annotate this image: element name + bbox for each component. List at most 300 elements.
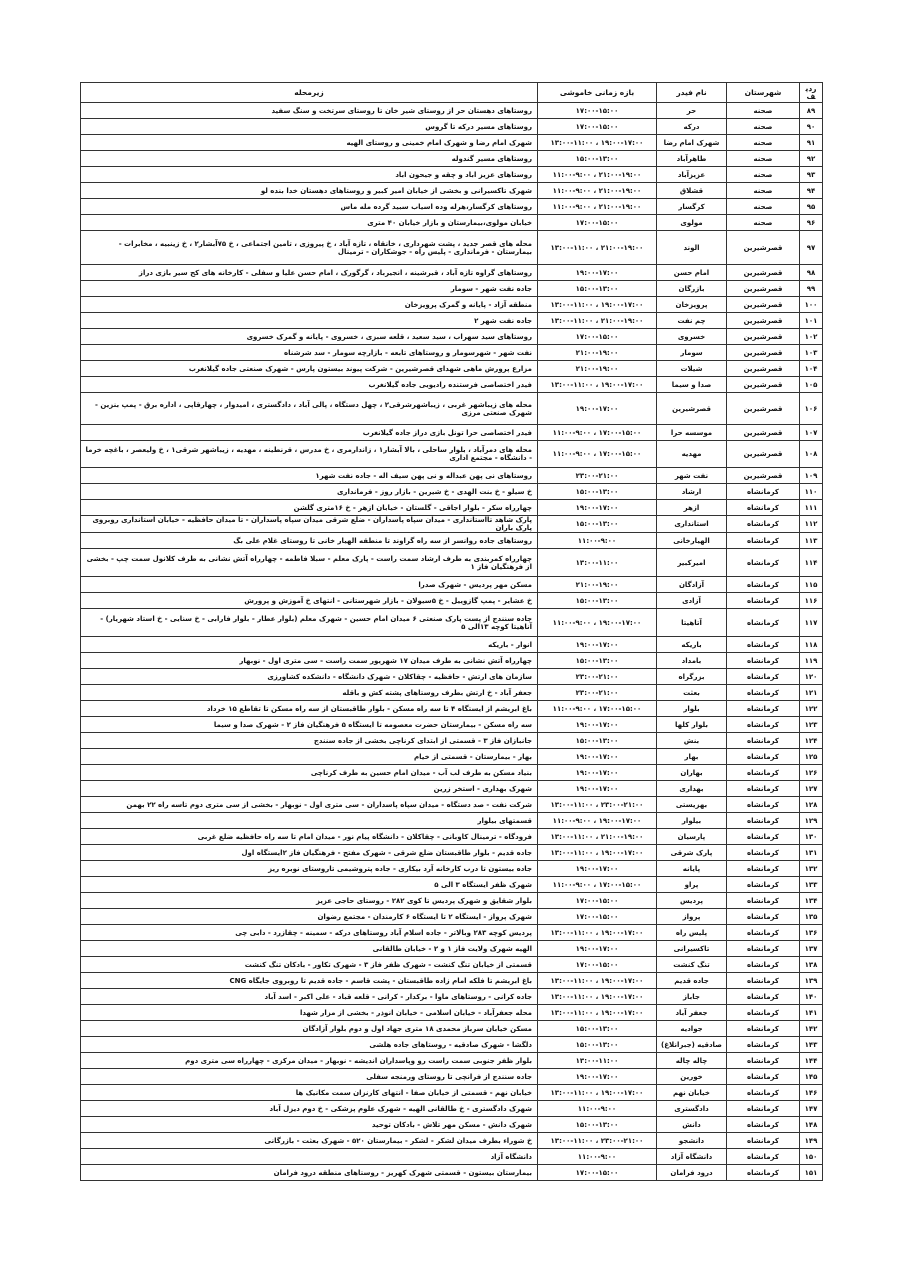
table-row [81, 1133, 823, 1149]
cell-time: ۱۷:۰۰-۱۵:۰۰ [538, 103, 657, 119]
cell-time: ۱۹:۰۰-۱۷:۰۰ ، ۱۱:۰۰-۹:۰۰ [538, 609, 657, 637]
cell-index: ۱۴۳ [800, 1037, 823, 1053]
cell-city: کرمانشاه [727, 717, 800, 733]
cell-feeder: قصرشیرین [657, 393, 727, 425]
table-row [81, 441, 823, 468]
table-row [81, 1117, 823, 1133]
table-row [81, 637, 823, 653]
cell-index: ۱۵۱ [800, 1165, 823, 1181]
cell-time: ۱۵:۰۰-۱۳:۰۰ [538, 1117, 657, 1133]
cell-area: خیابان مولوی،بیمارستان و بازار خیابان ۴۰ متری [81, 215, 538, 231]
cell-area: شهرک دانش - مسکن مهر تلاش - بادکان توحید [81, 1117, 538, 1133]
cell-area: شهرک بهداری - استخر زرین [81, 781, 538, 797]
cell-time: ۱۷:۰۰-۱۵:۰۰ ، ۱۱:۰۰-۹:۰۰ [538, 877, 657, 893]
cell-city: قصرشیرین [727, 425, 800, 441]
table-row [81, 1069, 823, 1085]
cell-area: مسکن خیابان سرباز محمدی ۱۸ متری جهاد اول و دوم بلوار آزادگان [81, 1021, 538, 1037]
cell-time: ۱۹:۰۰-۱۷:۰۰ [538, 781, 657, 797]
cell-index: ۱۱۱ [800, 500, 823, 516]
cell-time: ۲۳:۰۰-۲۱:۰۰ [538, 669, 657, 685]
cell-city: صحنه [727, 135, 800, 151]
cell-time: ۲۱:۰۰-۱۹:۰۰ ، ۱۱:۰۰-۹:۰۰ [538, 199, 657, 215]
cell-index: ۱۲۸ [800, 797, 823, 813]
cell-city: صحنه [727, 183, 800, 199]
cell-area: روستاهای سید سهراب ، سید سعید ، قلعه سبزی ، خسروی - پایانه و گمرک خسروی [81, 329, 538, 345]
table-row [81, 1005, 823, 1021]
cell-area: سازمان های ارتش - حافظیه - چقاکلان - شهرک دانشگاه - دانشکده کشاورزی [81, 669, 538, 685]
cell-time: ۱۹:۰۰-۱۷:۰۰ ، ۱۳:۰۰-۱۱:۰۰ [538, 297, 657, 313]
cell-index: ۱۰۷ [800, 425, 823, 441]
cell-index: ۱۴۲ [800, 1021, 823, 1037]
cell-index: ۱۰۸ [800, 441, 823, 468]
table-row [81, 135, 823, 151]
cell-feeder: دانشجو [657, 1133, 727, 1149]
cell-time: ۱۷:۰۰-۱۵:۰۰ [538, 119, 657, 135]
cell-city: کرمانشاه [727, 669, 800, 685]
table-row [81, 265, 823, 281]
cell-area: چهارراه آتش نشانی به طرف میدان ۱۷ شهریور سمت راست - سی متری اول - نوبهار [81, 653, 538, 669]
cell-area: بیمارستان بیستون - قسمتی شهرک کهریز - روستاهای منطقه درود فرامان [81, 1165, 538, 1181]
cell-city: کرمانشاه [727, 925, 800, 941]
cell-city: کرمانشاه [727, 781, 800, 797]
cell-index: ۱۲۶ [800, 765, 823, 781]
cell-index: ۱۰۲ [800, 329, 823, 345]
cell-feeder: پایانه [657, 861, 727, 877]
cell-time: ۱۷:۰۰-۱۵:۰۰ [538, 909, 657, 925]
table-row [81, 733, 823, 749]
cell-time: ۱۵:۰۰-۱۳:۰۰ [538, 1021, 657, 1037]
cell-city: قصرشیرین [727, 231, 800, 265]
cell-area: محله های قصر جدید ، پشت شهرداری ، خانقاه ، تازه آباد ، خ پیروزی ، تامین اجتماعی ، خ ۷۵آبشار۲ ، خ زینبیه ، مخابرات - بیمارستان - فرمانداری - پلیس راه - جوشکاران - ترمینال [81, 231, 538, 265]
table-row [81, 861, 823, 877]
table-row [81, 297, 823, 313]
cell-time: ۲۱:۰۰-۱۹:۰۰ ، ۱۱:۰۰-۹:۰۰ [538, 183, 657, 199]
cell-area: فیدر اختصاصی فرستنده رادیویی جاده گیلانغرب [81, 377, 538, 393]
table-row [81, 893, 823, 909]
table-row [81, 549, 823, 577]
cell-feeder: صدا و سیما [657, 377, 727, 393]
cell-feeder: دانش [657, 1117, 727, 1133]
cell-area: روستاهای جاده روانسر از سه راه گراوند تا منطقه الهیار خانی تا روستای غلام علی بگ [81, 533, 538, 549]
cell-feeder: پرواز [657, 909, 727, 925]
cell-city: کرمانشاه [727, 1165, 800, 1181]
cell-time: ۲۱:۰۰-۱۹:۰۰ ، ۱۱:۰۰-۹:۰۰ [538, 167, 657, 183]
cell-city: کرمانشاه [727, 765, 800, 781]
cell-city: کرمانشاه [727, 989, 800, 1005]
cell-area: فیدر اختصاصی حرا تونل بازی دراز جاده گیلانغرب [81, 425, 538, 441]
cell-feeder: خیابان نهم [657, 1085, 727, 1101]
cell-feeder: آزادی [657, 593, 727, 609]
cell-feeder: آزادگان [657, 577, 727, 593]
cell-index: ۱۳۱ [800, 845, 823, 861]
cell-index: ۱۴۴ [800, 1053, 823, 1069]
cell-city: کرمانشاه [727, 1069, 800, 1085]
cell-time: ۱۹:۰۰-۱۷:۰۰ [538, 637, 657, 653]
cell-feeder: پارک شرقی [657, 845, 727, 861]
cell-area: خ عشایر - پمپ گازوییل - خ ۵سیولان - بازار شهرستانی - انتهای خ آموزش و پرورش [81, 593, 538, 609]
cell-area: خ سیلو - خ بنت الهدی - خ شیرین - بازار روز - فرمانداری [81, 484, 538, 500]
cell-area: جاده کرانی - روستاهای ماوا - برکدار - کرانی - قلعه قباد - علی اکبر - اسد آباد [81, 989, 538, 1005]
cell-feeder: مولوی [657, 215, 727, 231]
cell-index: ۹۷ [800, 231, 823, 265]
cell-time: ۱۹:۰۰-۱۷:۰۰ [538, 500, 657, 516]
cell-city: قصرشیرین [727, 265, 800, 281]
cell-time: ۱۵:۰۰-۱۳:۰۰ [538, 653, 657, 669]
cell-city: قصرشیرین [727, 441, 800, 468]
cell-city: کرمانشاه [727, 749, 800, 765]
cell-feeder: طاهرآباد [657, 151, 727, 167]
cell-feeder: بهداری [657, 781, 727, 797]
cell-time: ۱۹:۰۰-۱۷:۰۰ ، ۱۱:۰۰-۹:۰۰ [538, 813, 657, 829]
cell-area: جاده بیستون تا درب کارخانه آرد بیکاری - جاده پتروشیمی تاروستای نوبره ریز [81, 861, 538, 877]
cell-index: ۱۳۸ [800, 957, 823, 973]
cell-feeder: درود فرامان [657, 1165, 727, 1181]
cell-feeder: بنش [657, 733, 727, 749]
cell-feeder: قشلاق [657, 183, 727, 199]
table-row [81, 393, 823, 425]
cell-time: ۱۹:۰۰-۱۷:۰۰ ، ۱۳:۰۰-۱۱:۰۰ [538, 989, 657, 1005]
cell-area: جاده سنندج از فرانچی تا روستای ورمنجه سفلی [81, 1069, 538, 1085]
cell-index: ۹۴ [800, 183, 823, 199]
cell-city: کرمانشاه [727, 1037, 800, 1053]
cell-city: کرمانشاه [727, 973, 800, 989]
cell-time: ۱۳:۰۰-۱۱:۰۰ [538, 1053, 657, 1069]
cell-feeder: شیلات [657, 361, 727, 377]
cell-area: شهرک پرواز - ایستگاه ۲ تا ایستگاه ۶ کارمندان - مجتمع رضوان [81, 909, 538, 925]
cell-feeder: الوند [657, 231, 727, 265]
table-row [81, 329, 823, 345]
cell-time: ۱۵:۰۰-۱۳:۰۰ [538, 516, 657, 533]
cell-area: جاده نفت شهر ۲ [81, 313, 538, 329]
table-row [81, 781, 823, 797]
cell-city: کرمانشاه [727, 637, 800, 653]
cell-area: بلوار شقایق و شهرک پردیس تا کوی ۲۸۲ - روستای حاجی عزیز [81, 893, 538, 909]
cell-index: ۹۱ [800, 135, 823, 151]
cell-city: کرمانشاه [727, 577, 800, 593]
cell-area: روستاهای گراوه تازه آباد ، قبرشینه ، انجیرباد ، گرگورک ، امام حسن علیا و سفلی - کارخانه های کج سیر بازی دراز [81, 265, 538, 281]
cell-index: ۱۲۵ [800, 749, 823, 765]
cell-time: ۱۹:۰۰-۱۷:۰۰ ، ۱۳:۰۰-۱۱:۰۰ [538, 1005, 657, 1021]
cell-area: دانشگاه آزاد [81, 1149, 538, 1165]
cell-city: قصرشیرین [727, 377, 800, 393]
table-row [81, 669, 823, 685]
cell-time: ۱۵:۰۰-۱۳:۰۰ [538, 1037, 657, 1053]
cell-city: صحنه [727, 151, 800, 167]
cell-feeder: بهار [657, 749, 727, 765]
cell-city: قصرشیرین [727, 281, 800, 297]
cell-index: ۱۵۰ [800, 1149, 823, 1165]
cell-city: کرمانشاه [727, 909, 800, 925]
cell-area: خ شوراء بطرف میدان لشکر - لشکر - بیمارستان ۵۲۰ - شهرک بعثت - بازرگانی [81, 1133, 538, 1149]
outage-schedule-sheet [80, 82, 822, 1181]
cell-index: ۱۱۳ [800, 533, 823, 549]
cell-area: شهرک دادگستری - خ طالقانی الهیه - شهرک علوم پزشکی - خ دوم دیزل آباد [81, 1101, 538, 1117]
cell-time: ۱۵:۰۰-۱۳:۰۰ [538, 484, 657, 500]
cell-area: خیابان نهم - قسمتی از خیابان صفا - انتهای کارنزان سمت مکانیک ها [81, 1085, 538, 1101]
cell-feeder: آتاهیتا [657, 609, 727, 637]
cell-city: کرمانشاه [727, 1085, 800, 1101]
cell-feeder: کرگسار [657, 199, 727, 215]
cell-area: روستاهای نی پهن عبداله و نی پهن سیف اله - جاده نفت شهر۱ [81, 468, 538, 484]
table-row [81, 685, 823, 701]
cell-city: کرمانشاه [727, 484, 800, 500]
cell-city: کرمانشاه [727, 877, 800, 893]
cell-time: ۲۳:۰۰-۲۱:۰۰ [538, 685, 657, 701]
cell-city: کرمانشاه [727, 653, 800, 669]
cell-index: ۹۸ [800, 265, 823, 281]
table-row [81, 577, 823, 593]
cell-feeder: شهرک امام رضا [657, 135, 727, 151]
cell-area: بنیاد مسکن به طرف لب آب - میدان امام حسین به طرف کرناچی [81, 765, 538, 781]
cell-area: انوار - باریکه [81, 637, 538, 653]
table-row [81, 281, 823, 297]
cell-city: کرمانشاه [727, 941, 800, 957]
cell-index: ۱۳۹ [800, 973, 823, 989]
table-row [81, 973, 823, 989]
cell-time: ۲۱:۰۰-۱۹:۰۰ ، ۱۳:۰۰-۱۱:۰۰ [538, 829, 657, 845]
cell-time: ۱۱:۰۰-۹:۰۰ [538, 1101, 657, 1117]
cell-city: صحنه [727, 167, 800, 183]
table-row [81, 717, 823, 733]
cell-time: ۱۷:۰۰-۱۵:۰۰ [538, 1165, 657, 1181]
cell-feeder: خورین [657, 1069, 727, 1085]
cell-time: ۱۷:۰۰-۱۵:۰۰ [538, 215, 657, 231]
cell-time: ۱۹:۰۰-۱۷:۰۰ [538, 941, 657, 957]
table-row [81, 1053, 823, 1069]
cell-index: ۱۰۶ [800, 393, 823, 425]
table-row [81, 765, 823, 781]
cell-feeder: ازهر [657, 500, 727, 516]
table-row [81, 1085, 823, 1101]
table-row [81, 957, 823, 973]
cell-feeder: امام حسن [657, 265, 727, 281]
cell-area: چهارراه کمربندی به طرف ارشاد سمت راست - پارک معلم - سبلا فاطمه - چهارراه آتش نشانی به طرف کلانول سمت چپ - بخشی از فرهنگیان فاز ۱ [81, 549, 538, 577]
cell-index: ۱۳۵ [800, 909, 823, 925]
cell-time: ۲۱:۰۰-۱۹:۰۰ ، ۱۳:۰۰-۱۱:۰۰ [538, 313, 657, 329]
cell-area: شهرک امام رضا و شهرک امام خمینی و روستای الهیه [81, 135, 538, 151]
cell-feeder: پردیس [657, 893, 727, 909]
table-row [81, 151, 823, 167]
cell-city: قصرشیرین [727, 361, 800, 377]
cell-city: قصرشیرین [727, 393, 800, 425]
cell-area: نفت شهر - شهرسومار و روستاهای تابعه - بازارچه سومار - سد شرشناه [81, 345, 538, 361]
cell-index: ۱۰۴ [800, 361, 823, 377]
cell-index: ۱۴۵ [800, 1069, 823, 1085]
cell-index: ۱۰۵ [800, 377, 823, 393]
cell-area: جاده قدیم - بلوار طاقبستان ضلع شرقی - شهرک مفتح - فرهنگیان فاز ۲ایستگاه اول [81, 845, 538, 861]
table-row [81, 1165, 823, 1181]
table-row [81, 925, 823, 941]
cell-city: کرمانشاه [727, 500, 800, 516]
cell-index: ۱۲۱ [800, 685, 823, 701]
cell-city: کرمانشاه [727, 957, 800, 973]
cell-index: ۹۶ [800, 215, 823, 231]
cell-index: ۱۴۸ [800, 1117, 823, 1133]
cell-index: ۱۳۲ [800, 861, 823, 877]
table-row [81, 103, 823, 119]
cell-index: ۱۱۸ [800, 637, 823, 653]
cell-feeder: جعفر آباد [657, 1005, 727, 1021]
cell-area: جاده نفت شهر - سومار [81, 281, 538, 297]
cell-feeder: بازرگان [657, 281, 727, 297]
table-row [81, 183, 823, 199]
cell-time: ۱۵:۰۰-۱۳:۰۰ [538, 281, 657, 297]
cell-time: ۲۳:۰۰-۲۱:۰۰ ، ۱۳:۰۰-۱۱:۰۰ [538, 797, 657, 813]
cell-feeder: جاده قدیم [657, 973, 727, 989]
cell-time: ۱۹:۰۰-۱۷:۰۰ ، ۱۳:۰۰-۱۱:۰۰ [538, 377, 657, 393]
cell-time: ۲۱:۰۰-۱۹:۰۰ [538, 345, 657, 361]
cell-city: کرمانشاه [727, 1021, 800, 1037]
cell-city: کرمانشاه [727, 813, 800, 829]
table-row [81, 797, 823, 813]
cell-time: ۲۱:۰۰-۱۹:۰۰ [538, 577, 657, 593]
cell-feeder: دادگستری [657, 1101, 727, 1117]
cell-index: ۱۲۴ [800, 733, 823, 749]
cell-city: کرمانشاه [727, 609, 800, 637]
cell-time: ۱۹:۰۰-۱۷:۰۰ [538, 749, 657, 765]
cell-feeder: الهیارخانی [657, 533, 727, 549]
cell-index: ۱۱۶ [800, 593, 823, 609]
table-row [81, 1149, 823, 1165]
table-row [81, 468, 823, 484]
cell-feeder: صادقیه (جبرانلاغ) [657, 1037, 727, 1053]
cell-area: شرکت نفت - صد دستگاه - میدان سپاه پاسداران - سی متری اول - نوبهار - بخشی از سی متری دوم تاسه راه ۲۲ بهمن [81, 797, 538, 813]
cell-index: ۱۳۶ [800, 925, 823, 941]
cell-city: کرمانشاه [727, 701, 800, 717]
cell-time: ۱۳:۰۰-۱۱:۰۰ [538, 549, 657, 577]
table-row [81, 941, 823, 957]
table-row [81, 593, 823, 609]
cell-index: ۱۲۹ [800, 813, 823, 829]
table-row [81, 845, 823, 861]
cell-area: روستاهای کرگسار،هرله وده اسیاب سبید گرده مله ماس [81, 199, 538, 215]
cell-feeder: بهاران [657, 765, 727, 781]
cell-time: ۱۷:۰۰-۱۵:۰۰ ، ۱۱:۰۰-۹:۰۰ [538, 701, 657, 717]
cell-city: کرمانشاه [727, 1149, 800, 1165]
cell-city: کرمانشاه [727, 549, 800, 577]
cell-feeder: عزیزآباد [657, 167, 727, 183]
cell-index: ۱۴۷ [800, 1101, 823, 1117]
cell-city: قصرشیرین [727, 297, 800, 313]
cell-area: مزارع پرورش ماهی شهدای قصرشیرین - شرکت پیوند بیستون پارس - شهرک صنعتی جاده گیلانغرب [81, 361, 538, 377]
cell-area: قسمتهای بیلوار [81, 813, 538, 829]
cell-area: قسمتی از خیابان تنگ کنشت - شهرک ظفر فاز ۳ - شهرک تکاور - بادکان تنگ کنشت [81, 957, 538, 973]
cell-time: ۱۹:۰۰-۱۷:۰۰ ، ۱۳:۰۰-۱۱:۰۰ [538, 1085, 657, 1101]
cell-area: روستاهای دهستان حر از روستای شیر خان تا روستای سرتخت و سنگ سفید [81, 103, 538, 119]
cell-area: محله های دمرآباد ، بلوار ساحلی ، بالا آبشار۱ ، زاندارمری ، خ مدرس ، قرنطینه ، مهدیه ، زیباشهر شرقی۱ ، خ ولیعصر ، باغچه خرما - دانشگاه - مجتمع اداری [81, 441, 538, 468]
cell-feeder: بیلوار [657, 813, 727, 829]
cell-area: دلگشا - شهرک صادقیه - روستاهای جاده هلشی [81, 1037, 538, 1053]
table-row [81, 829, 823, 845]
cell-feeder: چم نفت [657, 313, 727, 329]
table-row [81, 231, 823, 265]
table-row [81, 425, 823, 441]
cell-city: صحنه [727, 215, 800, 231]
cell-city: کرمانشاه [727, 861, 800, 877]
cell-index: ۱۱۷ [800, 609, 823, 637]
table-row [81, 516, 823, 533]
cell-index: ۱۴۹ [800, 1133, 823, 1149]
cell-index: ۱۰۰ [800, 297, 823, 313]
cell-area: روستاهای مسیر درکه تا گروس [81, 119, 538, 135]
cell-time: ۱۹:۰۰-۱۷:۰۰ ، ۱۳:۰۰-۱۱:۰۰ [538, 135, 657, 151]
cell-city: قصرشیرین [727, 468, 800, 484]
cell-feeder: بامداد [657, 653, 727, 669]
table-row [81, 313, 823, 329]
cell-feeder: پارسیان [657, 829, 727, 845]
table-row [81, 1101, 823, 1117]
cell-area: بلوار ظفر جنوبی سمت راست رو وپاسداران اندیشه - نوبهار - میدان مرکزی - چهارراه سی متری دوم [81, 1053, 538, 1069]
cell-city: کرمانشاه [727, 893, 800, 909]
cell-index: ۹۰ [800, 119, 823, 135]
cell-index: ۱۰۹ [800, 468, 823, 484]
cell-time: ۱۱:۰۰-۹:۰۰ [538, 533, 657, 549]
cell-feeder: استانداری [657, 516, 727, 533]
table-header-row [81, 83, 823, 103]
cell-city: کرمانشاه [727, 593, 800, 609]
cell-index: ۱۱۲ [800, 516, 823, 533]
cell-index: ۱۱۴ [800, 549, 823, 577]
cell-time: ۱۹:۰۰-۱۷:۰۰ ، ۱۳:۰۰-۱۱:۰۰ [538, 845, 657, 861]
cell-city: کرمانشاه [727, 797, 800, 813]
cell-index: ۱۳۳ [800, 877, 823, 893]
cell-feeder: سومار [657, 345, 727, 361]
cell-area: شهرک ظفر ایستگاه ۳ الی ۵ [81, 877, 538, 893]
cell-city: کرمانشاه [727, 685, 800, 701]
cell-city: کرمانشاه [727, 516, 800, 533]
cell-time: ۱۷:۰۰-۱۵:۰۰ ، ۱۱:۰۰-۹:۰۰ [538, 425, 657, 441]
cell-city: کرمانشاه [727, 1053, 800, 1069]
table-row [81, 119, 823, 135]
table-row [81, 609, 823, 637]
cell-city: صحنه [727, 119, 800, 135]
cell-index: ۱۳۷ [800, 941, 823, 957]
table-row [81, 1037, 823, 1053]
cell-feeder: مهدیه [657, 441, 727, 468]
cell-index: ۱۳۰ [800, 829, 823, 845]
cell-feeder: حر [657, 103, 727, 119]
cell-area: پردیس کوچه ۲۸۳ وبالاتر - جاده اسلام آباد روستاهای درکه - سمینه - چقازرد - دابی چی [81, 925, 538, 941]
cell-feeder: بلوار کلها [657, 717, 727, 733]
cell-time: ۱۷:۰۰-۱۵:۰۰ [538, 893, 657, 909]
table-row [81, 749, 823, 765]
cell-area: بهار - بیمارستان - قسمتی از خیام [81, 749, 538, 765]
cell-time: ۲۳:۰۰-۲۱:۰۰ [538, 468, 657, 484]
table-row [81, 909, 823, 925]
header-time: بازه زمانی خاموشی [538, 83, 657, 103]
cell-feeder: تاکسیرانی [657, 941, 727, 957]
cell-feeder: دانشگاه آزاد [657, 1149, 727, 1165]
cell-index: ۱۳۴ [800, 893, 823, 909]
cell-area: جعفر آباد - خ ارتش بطرف روستاهای پشته کش و باقله [81, 685, 538, 701]
cell-feeder: نفت شهر [657, 468, 727, 484]
cell-index: ۱۱۹ [800, 653, 823, 669]
cell-feeder: خسروی [657, 329, 727, 345]
table-row [81, 199, 823, 215]
cell-city: کرمانشاه [727, 845, 800, 861]
table-row [81, 215, 823, 231]
cell-area: باغ ابریشم تا فلکه امام زاده طاقبستان - پشت قاسم - جاده قدیم تا روبروی جایگاه CNG [81, 973, 538, 989]
table-row [81, 877, 823, 893]
cell-time: ۱۹:۰۰-۱۷:۰۰ [538, 717, 657, 733]
cell-feeder: پراو [657, 877, 727, 893]
cell-index: ۹۵ [800, 199, 823, 215]
cell-time: ۱۷:۰۰-۱۵:۰۰ ، ۱۱:۰۰-۹:۰۰ [538, 441, 657, 468]
cell-index: ۸۹ [800, 103, 823, 119]
cell-feeder: موسسه حرا [657, 425, 727, 441]
cell-city: قصرشیرین [727, 313, 800, 329]
cell-area: شهرک تاکسیرانی و بخشی از خیابان امیر کبیر و روستاهای دهستان خدا بنده لو [81, 183, 538, 199]
